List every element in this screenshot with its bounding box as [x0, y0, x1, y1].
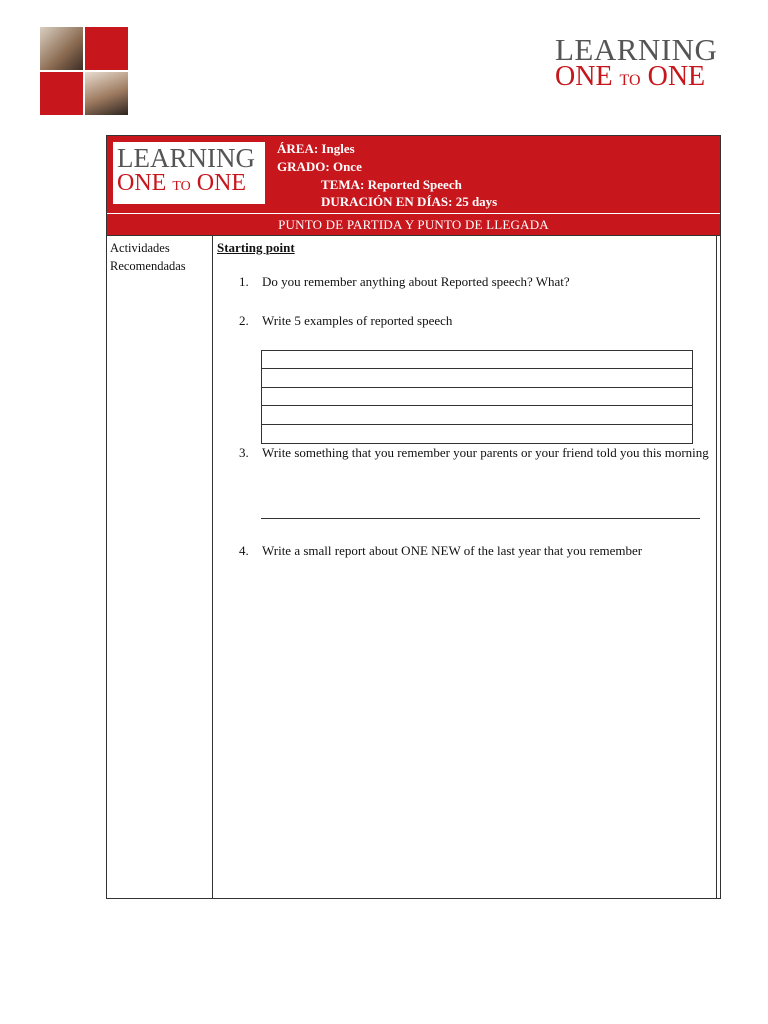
- grado-label: GRADO: Once: [277, 159, 362, 174]
- tema-label: TEMA: Reported Speech: [321, 177, 462, 192]
- question-text: Write something that you remember your parents or your friend told you this morning: [262, 445, 709, 460]
- logo-word-one: ONE: [555, 61, 613, 92]
- question-text: Do you remember anything about Reported speech? What?: [262, 274, 570, 289]
- logo-word-one: ONE: [196, 170, 247, 196]
- photo-tile-students: [85, 72, 128, 115]
- logo-line-2: [117, 171, 261, 195]
- question-number: 3.: [239, 445, 249, 460]
- logo-word-one: ONE: [647, 61, 706, 92]
- logo-word-to: TO: [619, 72, 641, 89]
- question-number: 4.: [239, 543, 249, 558]
- answer-row[interactable]: [262, 406, 692, 424]
- answer-row[interactable]: [262, 369, 692, 387]
- question-text: Write a small report about ONE NEW of the last year that you remember: [262, 543, 643, 558]
- question-number: 1.: [239, 274, 249, 289]
- photo-mosaic: [40, 27, 128, 115]
- duracion-label: DURACIÓN EN DÍAS: 25 days: [321, 194, 498, 209]
- section-title: Starting point: [217, 240, 295, 255]
- answer-row[interactable]: [262, 425, 692, 443]
- left-column: [107, 236, 213, 898]
- left-column-line-1: Actividades: [110, 241, 170, 255]
- photo-tile-students: [40, 27, 83, 70]
- logo-word-to: TO: [172, 179, 191, 194]
- answer-line[interactable]: [261, 518, 700, 519]
- answer-row[interactable]: [262, 351, 692, 369]
- table-header: [107, 136, 720, 213]
- logo-line-2: [555, 63, 715, 91]
- red-tile: [40, 72, 83, 115]
- section-band: PUNTO DE PARTIDA Y PUNTO DE LLEGADA: [107, 213, 720, 236]
- red-tile: [85, 27, 128, 70]
- question-text: Write 5 examples of reported speech: [262, 313, 453, 328]
- question-number: 2.: [239, 313, 249, 328]
- header-logo: [113, 142, 265, 204]
- answer-box: [261, 350, 693, 444]
- logo-line-1: LEARNING: [555, 32, 718, 67]
- logo-word-one: ONE: [117, 170, 167, 196]
- logo-line-1: LEARNING: [117, 143, 255, 173]
- answer-row[interactable]: [262, 388, 692, 406]
- lesson-plan-table: [106, 135, 721, 899]
- left-column-line-2: Recomendadas: [110, 259, 186, 273]
- right-column: [214, 236, 717, 898]
- area-label: ÁREA: Ingles: [277, 141, 355, 156]
- brand-logo: [555, 32, 718, 92]
